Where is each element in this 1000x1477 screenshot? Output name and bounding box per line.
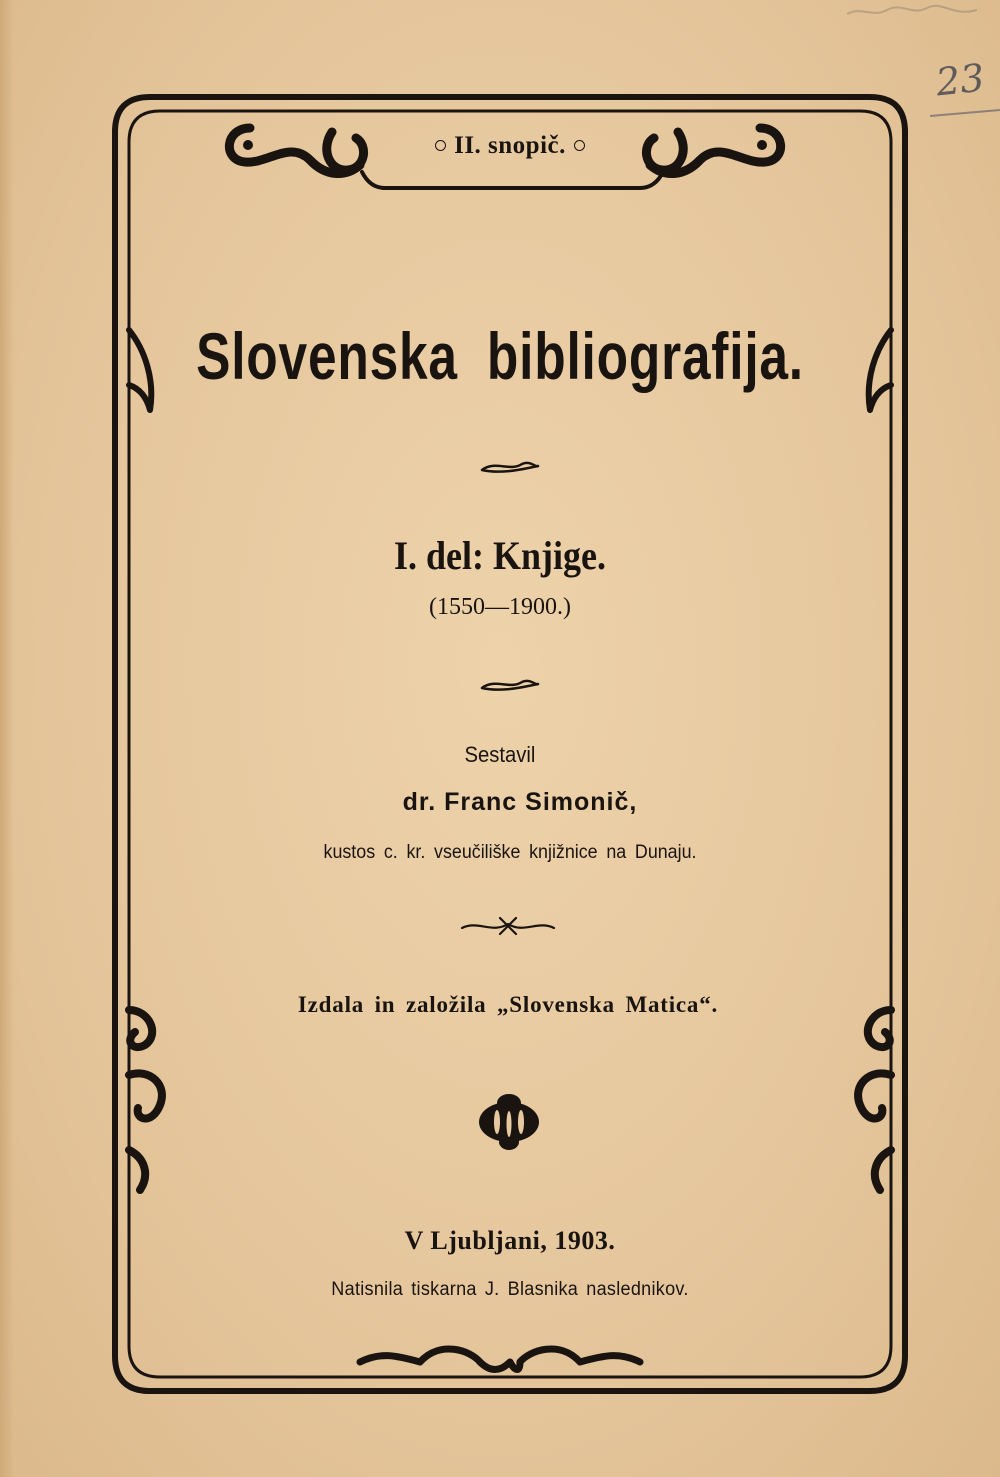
author-name: dr. Franc Simonič, xyxy=(402,788,638,816)
author-role: kustos c. kr. vseučiliške knjižnice na Dunaju. xyxy=(323,842,697,863)
printer-line: Natisnila tiskarna J. Blasnika naslednikov. xyxy=(331,1279,689,1300)
part-heading: I. del: Knjige. xyxy=(393,533,606,578)
place-and-year: V Ljubljani, 1903. xyxy=(404,1226,616,1255)
series-label xyxy=(410,132,610,160)
scroll-ornament-lower-left xyxy=(129,1010,162,1190)
scroll-ornament-top-right xyxy=(646,128,780,174)
handwritten-shelfmark: 23 xyxy=(933,55,987,105)
series-bullet-left xyxy=(435,140,446,151)
bottom-center-ornament xyxy=(360,1349,640,1370)
divider-ornament-2 xyxy=(482,681,538,690)
publisher-line: Izdala in založila „Slovenska Matica“. xyxy=(297,992,719,1017)
divider-ornament-3 xyxy=(462,918,554,934)
series-text: II. snopič. xyxy=(454,132,566,159)
scroll-ornament-lower-right xyxy=(858,1010,891,1190)
series-bullet-right xyxy=(574,140,585,151)
book-title: Slovenska bibliografija. xyxy=(196,319,804,393)
divider-ornament-1 xyxy=(482,463,538,472)
compiled-by-label: Sestavil xyxy=(464,742,536,767)
years-range: (1550—1900.) xyxy=(429,594,571,620)
scroll-ornament-top-left xyxy=(229,128,363,174)
